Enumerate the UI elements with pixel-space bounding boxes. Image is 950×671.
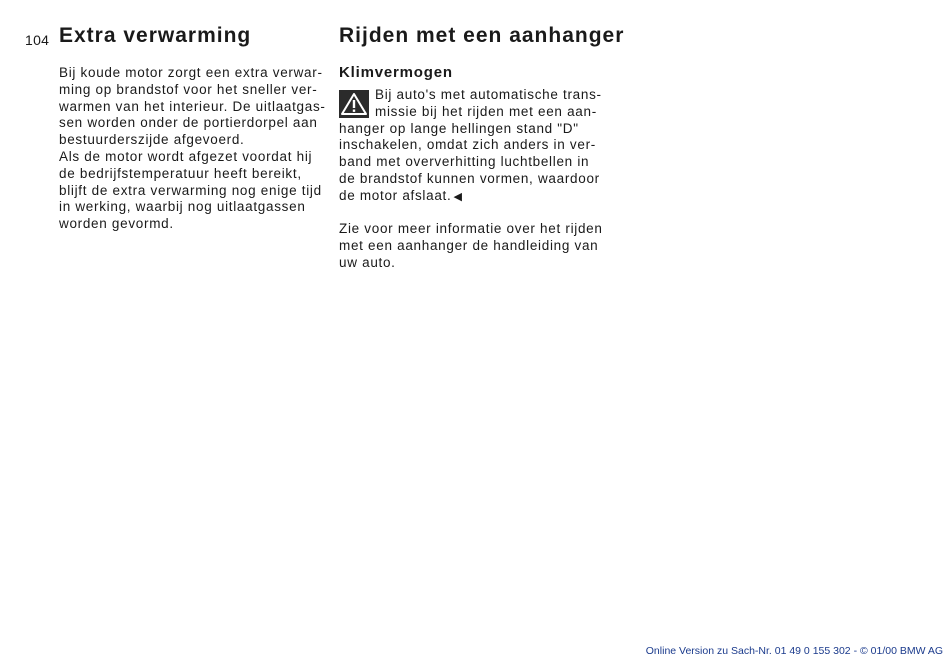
text-line: inschakelen, omdat zich anders in ver-	[339, 137, 596, 153]
text-line: bestuurderszijde afgevoerd.	[59, 132, 245, 148]
page-number: 104	[25, 32, 50, 48]
text-line: band met oververhitting luchtbellen in	[339, 154, 590, 170]
end-marker-icon: ◀	[453, 190, 463, 203]
text-line: in werking, waarbij nog uitlaatgassen	[59, 199, 306, 215]
text-line: Bij koude motor zorgt een extra verwar-	[59, 65, 323, 80]
text-line: sen worden onder de portierdorpel aan	[59, 115, 318, 131]
text-line: Bij auto's met automatische trans-	[375, 87, 602, 102]
extra-verwarming-paragraph	[59, 65, 326, 233]
subheading-klimvermogen: Klimvermogen	[339, 64, 453, 81]
text-line: blijft de extra verwarming nog enige tijd	[59, 182, 322, 198]
text-line: worden gevormd.	[59, 216, 174, 232]
text-line-last	[339, 188, 602, 206]
text-line: missie bij het rijden met een aan-	[375, 103, 597, 119]
section-heading-aanhanger: Rijden met een aanhanger	[339, 24, 625, 47]
text-line: de bedrijfstemperatuur heeft bereikt,	[59, 165, 302, 181]
text-line: Als de motor wordt afgezet voordat hij	[59, 148, 313, 164]
footer-version-note: Online Version zu Sach-Nr. 01 49 0 155 302 - © 01/00 BMW AG	[645, 645, 943, 657]
text-line: ming op brandstof voor het sneller ver-	[59, 81, 318, 97]
text-line: hanger op lange hellingen stand "D"	[339, 120, 579, 136]
text-line: de brandstof kunnen vormen, waardoor	[339, 170, 600, 186]
warning-paragraph	[339, 87, 602, 206]
text-line: Zie voor meer informatie over het rijden	[339, 221, 603, 236]
text-line: met een aanhanger de handleiding van	[339, 237, 599, 253]
info-paragraph	[339, 221, 603, 271]
section-heading-extra-verwarming: Extra verwarming	[59, 24, 252, 47]
text-line: warmen van het interieur. De uitlaatgas-	[59, 98, 326, 114]
text-line: uw auto.	[339, 254, 396, 270]
text-line-content: de motor afslaat.	[339, 187, 452, 203]
